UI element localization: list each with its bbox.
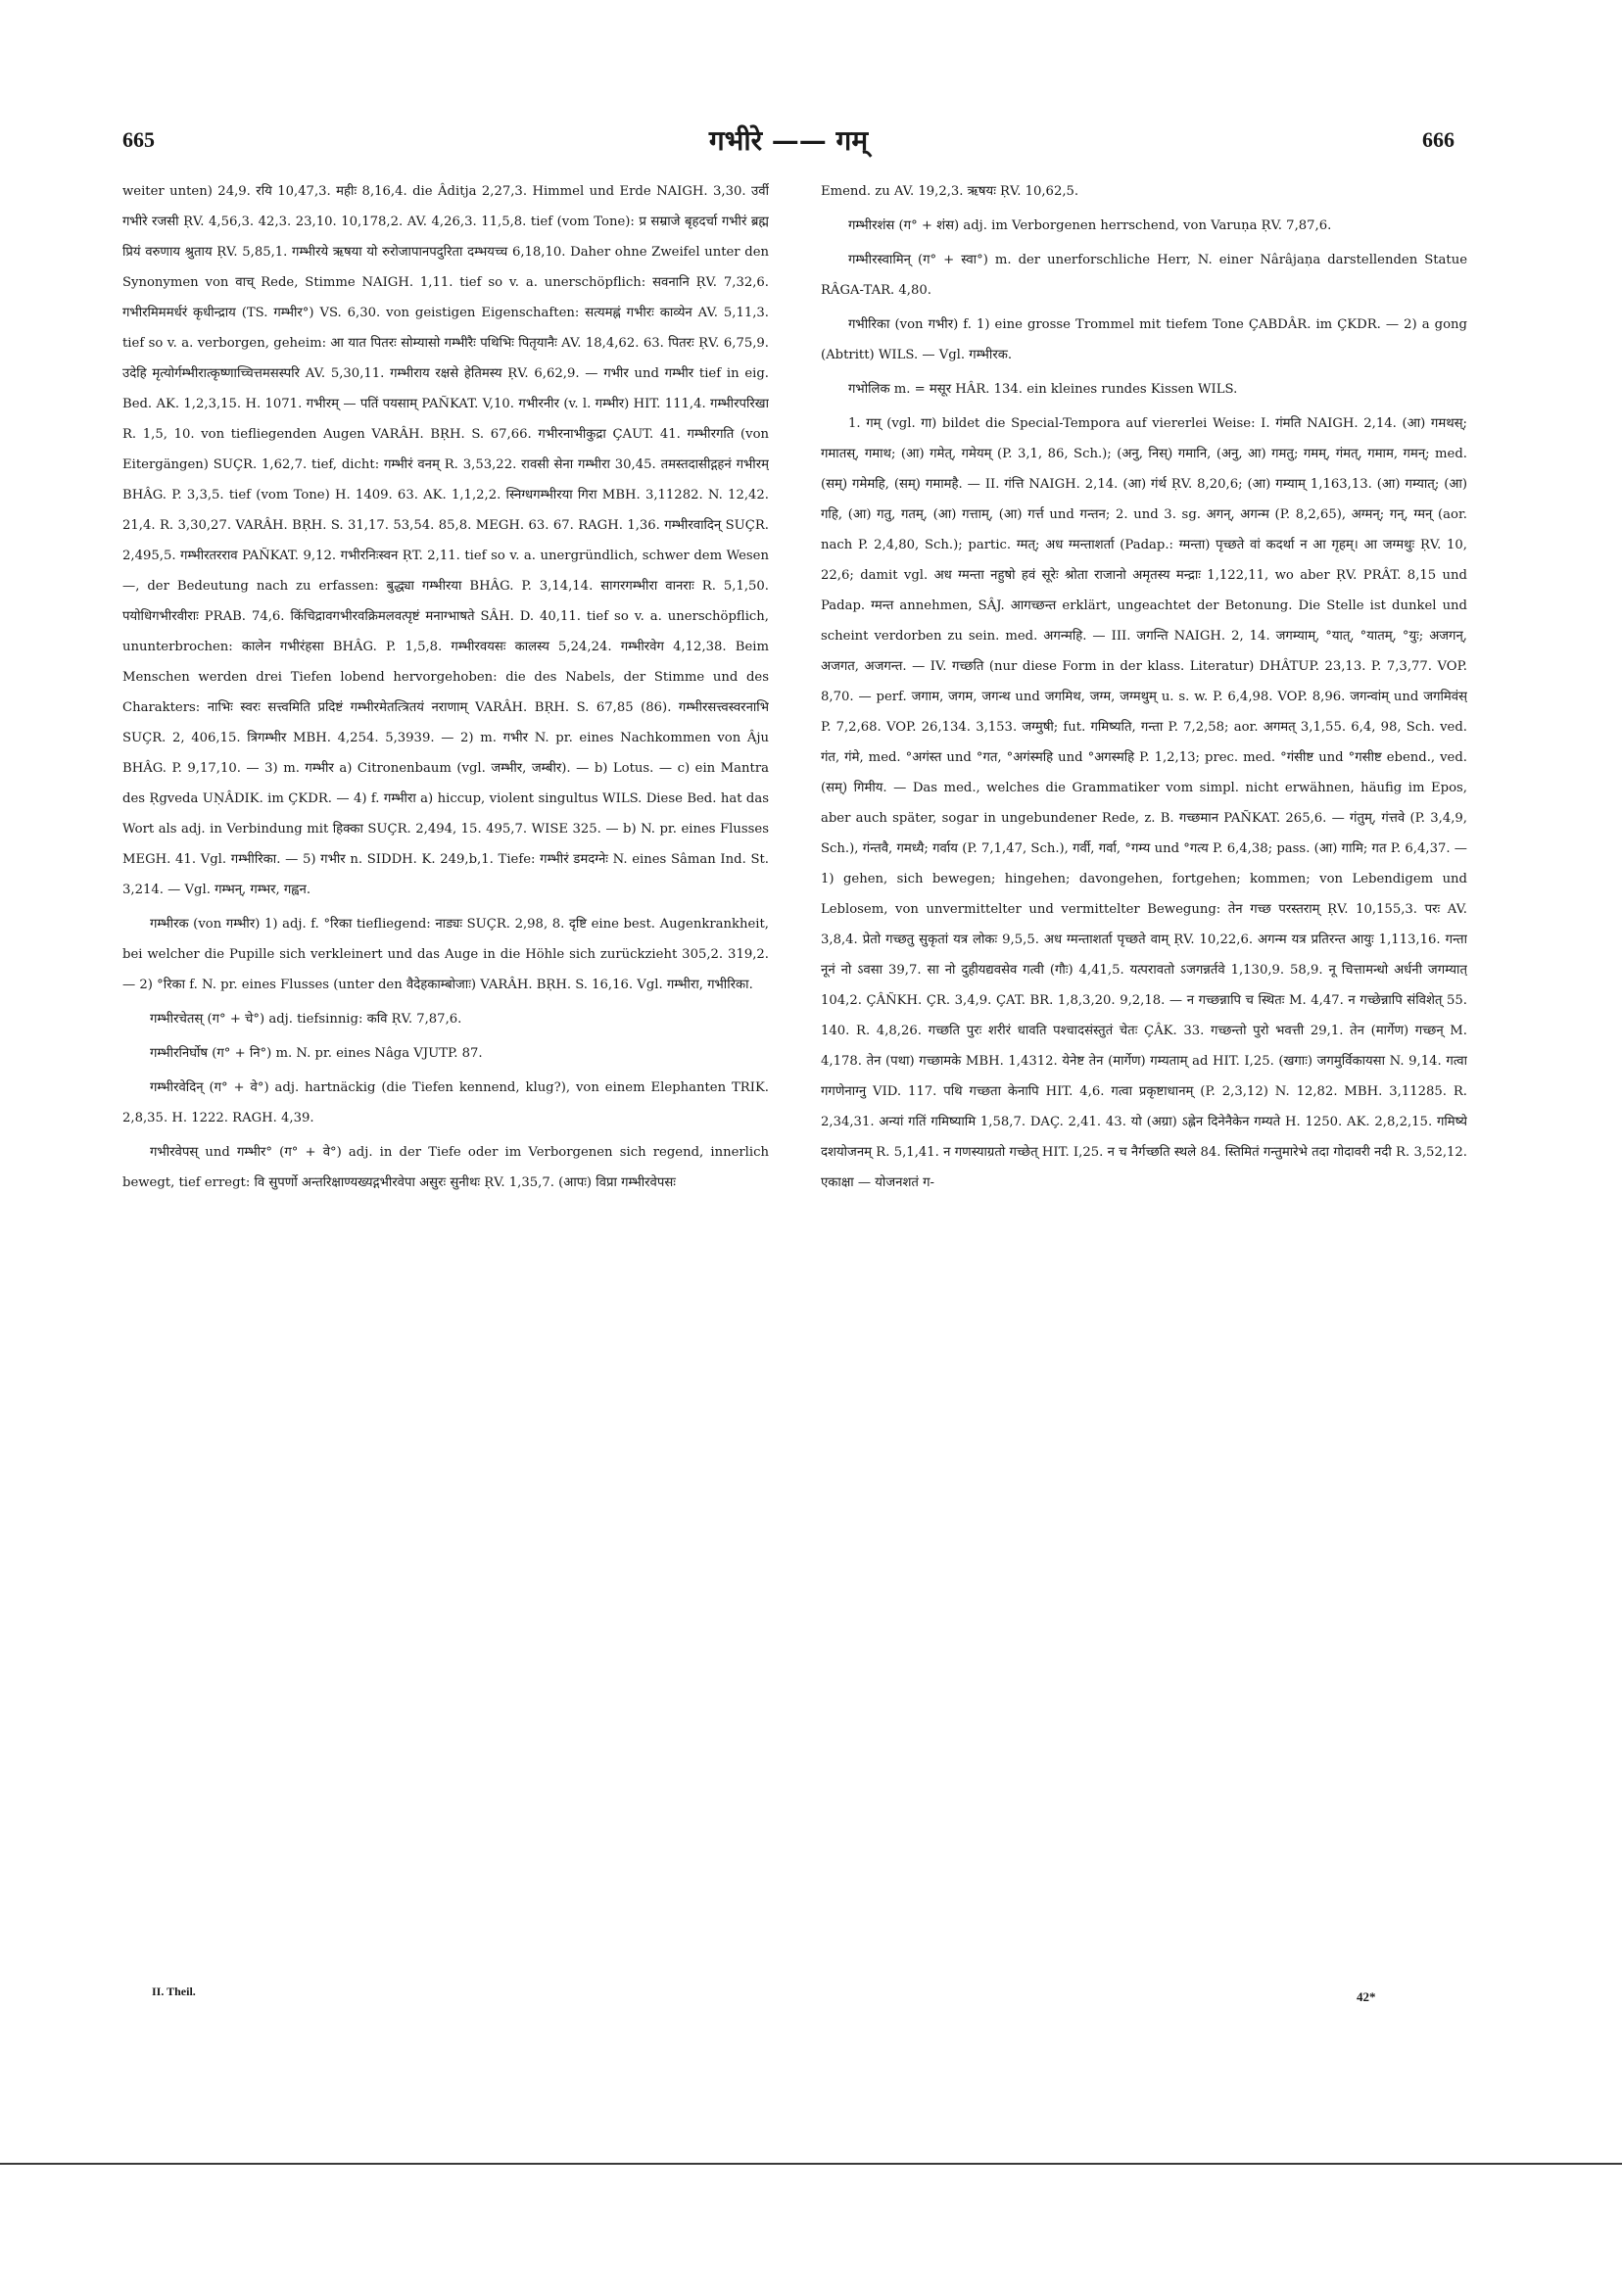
entry-gabhira-continued: weiter unten) 24,9. रयि 10,47,3. महीः 8,16,4. die Âditja 2,27,3. Himmel und Erde NAIGH. 3,30. उर्वी गभीरे रजसी ṚV. 4,56,3. 42,3. 23,10. 10,178,2. AV. 4,26,3. 11,5,8. tief (vom Tone): प्र सम्राजे बृहदर्चा गभीरं ब्रह्म प्रियं वरुणाय श्रुताय ṚV. 5,85,1. गम्भीरये ऋषया यो रुरोजापानपदुरिता दम्भयच्च 6,18,10. Daher ohne Zweifel unter den Synonymen von वाच् Rede, Stimme NAIGH. 1,11. tief so v. a. unerschöpflich: सवनानि ṚV. 7,32,6. गभीरमिममर्धरं कृधीन्द्राय (TS. गम्भीर°) VS. 6,30. von geistigen Eigenschaften: सत्यमह्नं गभीरः काव्येन AV. 5,11,3. tief so v. a. verborgen, geheim: आ यात पितरः सोम्यासो गम्भीरैः पथिभिः पितृयानैः AV. 18,4,62. 63. पितरः ṚV. 6,75,9. उदेहि मृत्योर्गम्भीरात्कृष्णाच्चित्तमसस्परि AV. 5,30,11. गम्भीराय रक्षसे हेतिमस्य ṚV. 6,62,9. — गभीर und गम्भीर tief in eig. Bed. AK. 1,2,3,15. H. 1071. गभीरम् — पतिं पयसाम् PAÑKAT. V,10. गभीरनीर (v. l. गम्भीर) HIT. 111,4. गम्भीरपरिखा R. 1,5, 10. von tiefliegenden Augen VARÂH. BṚH. S. 67,66. गभीरनाभीकुद्रा ÇAUT. 41. गम्भीरगति (von Eitergängen) SUÇR. 1,62,7. tief, dicht: गम्भीरं वनम् R. 3,53,22. रावसी सेना गम्भीरा 30,45. तमस्तदासीद्गहनं गभीरम् BHÂG. P. 3,3,5. tief (vom Tone) H. 1409. 63. AK. 1,1,2,2. स्निग्धगम्भीरया गिरा MBH. 3,11282. N. 12,42. 21,4. R. 3,30,27. VARÂH. BṚH. S. 31,17. 53,54. 85,8. MEGH. 63. 67. RAGH. 1,36. गम्भीरवादिन् SUÇR. 2,495,5. गम्भीरतरराव PAÑKAT. 9,12. गभीरनिःस्वन ṚT. 2,11. tief so v. a. unergründlich, schwer dem Wesen —, der Bedeutung nach zu erfassen: बुद्ध्या गम्भीरया BHÂG. P. 3,14,14. सागरगम्भीरा वानराः R. 5,1,50. पयोधिगभीरवीराः PRAB. 74,6. किंचिद्रावगभीरवक्रिमलवत्पृष्टं मनाग्भाषते SÂH. D. 40,11. tief so v. a. unerschöpflich, ununterbrochen: कालेन गभीरंहसा BHÂG. P. 1,5,8. गम्भीरवयसः कालस्य 5,24,24. गम्भीरवेग 4,12,38. Beim Menschen werden drei Tiefen lobend hervorgehoben: die des Nabels, der Stimme und des Charakters: नाभिः स्वरः सत्त्वमिति प्रदिष्टं गम्भीरमेतत्त्रितयं नराणाम् VARÂH. BṚH. S. 67,85 (86). गम्भीरसत्त्वस्वरनाभि SUÇR. 2, 406,15. त्रिगम्भीर MBH. 4,254. 5,3939. — 2) m. गभीर N. pr. eines Nachkommen von Âju BHÂG. P. 9,17,10. — 3) m. गम्भीर a) Citronenbaum (vgl. जम्भीर, जम्बीर). — b) Lotus. — c) ein Mantra des Ṛgveda UṆÂDIK. im ÇKDR. — 4) f. गम्भीरा a) hiccup, violent singultus WILS. Diese Bed. hat das Wort als adj. in Verbindung mit हिक्का SUÇR. 2,494, 15. 495,7. WISE 325. — b) N. pr. eines Flusses MEGH. 41. Vgl. गम्भीरिका. — 5) गभीर n. SIDDH. K. 249,b,1. Tiefe: गम्भीरं डमदग्नेः N. eines Sâman Ind. St. 3,214. — Vgl. गम्भन्, गम्भर, गह्वन.	[122, 184, 769, 897]
left-column	[122, 176, 769, 2037]
page-number-right: 666	[1422, 127, 1455, 152]
entry-gambhiravedin: गम्भीरवेदिन् (ग° + वे°) adj. hartnäckig (die Tiefen kennend, klug?), von einem Elephanten TRIK. 2,8,35. H. 1222. RAGH. 4,39.	[122, 1080, 769, 1125]
entry-gambhiracetas: गम्भीरचेतस् (ग° + चे°) adj. tiefsinnig: कवि ṚV. 7,87,6.	[150, 1012, 462, 1027]
entry-gam: 1. गम् (vgl. गा) bildet die Special-Tempora auf viererlei Weise: I. गंमति NAIGH. 2,14. (आ) गमथस्; गमातस्, गमाथ; (आ) गमेत्, गमेयम् (P. 3,1, 86, Sch.); (अनु, निस्) गमानि, (अनु, आ) गमतु; गमम्, गंमत्, गमाम, गमन्; med. (सम्) गमेमहि, (सम्) गमामहै. — II. गंत्ति NAIGH. 2,14. (आ) गंर्थ ṚV. 8,20,6; (आ) गम्याम् 1,163,13. (आ) गम्यात्; (आ) गहि, (आ) गतु, गतम्, (आ) गत्ताम्, (आ) गर्त्त und गन्तन; 2. und 3. sg. अगन्, अगन्म (P. 8,2,65), अग्मन्; गन्, ग्मन् (aor. nach P. 2,4,80, Sch.); partic. ग्मत्; अध ग्मन्ताशर्ता (Padap.: ग्मन्ता) पृच्छते वां कदर्था न आ गृहम्। आ जग्मथुः ṚV. 10, 22,6; damit vgl. अध ग्मन्ता नहुषो हवं सूरेः श्रोता राजानो अमृतस्य मन्द्राः 1,122,11, wo aber ṚV. PRÂT. 8,15 und Padap. ग्मन्त annehmen, SÂJ. आगच्छन्त erklärt, ungeachtet der Betonung. Die Stelle ist dunkel und scheint verdorben zu sein. med. अगन्महि. — III. जगन्ति NAIGH. 2, 14. जगम्याम्, °यात्, °यातम्, °युः; अजगन्, अजगत, अजगन्त. — IV. गच्छति (nur diese Form in der klass. Literatur) DHÂTUP. 23,13. P. 7,3,77. VOP. 8,70. — perf. जगाम, जगम, जगन्थ und जगमिथ, जग्म, जग्मथुम् u. s. w. P. 6,4,98. VOP. 8,96. जगन्वांम् und जगमिवंस् P. 7,2,68. VOP. 26,134. 3,153. जग्मुषी; fut. गमिष्यति, गन्ता P. 7,2,58; aor. अगमत् 3,1,55. 6,4, 98, Sch. ved. गंत, गंमे, med. °अगंस्त und °गत, °अगंस्महि und °अगस्महि P. 1,2,13; prec. med. °गंसीष्ट und °गसीष्ट ebend., ved. (सम्) गिमीय. — Das med., welches die Grammatiker vom simpl. nicht erwähnen, häufig im Epos, aber auch später, sogar in ungebundener Rede, z. B. गच्छमान PAÑKAT. 265,6. — गंतुम्, गंत्तवे (P. 3,4,9, Sch.), गंन्तवै, गमध्यै; गर्वाय (P. 7,1,47, Sch.), गर्वी, गर्वा, °गम्य und °गत्य P. 6,4,38; pass. (आ) गामि; गत P. 6,4,37. — 1) gehen, sich bewegen; hingehen; davongehen, fortgehen; kommen; von Lebendigem und Leblosem, von unvermittelter und vermittelter Bewegung: तेन गच्छ परस्तराम् ṚV. 10,155,3. परः AV. 3,8,4. प्रेतो गच्छतु सुकृतां यत्र लोकः 9,5,5. अध ग्मन्ताशर्ता पृच्छते वाम् ṚV. 10,22,6. अगन्म यत्र प्रतिरन्त आयुः 1,113,16. गन्ता नूनं नो ऽवसा 39,7. सा नो दुहीयद्यवसेव गत्वी (गौः) 4,41,5. यत्परावतो ऽजगन्नर्तवे 1,130,9. 58,9. नू चित्तामन्धो अर्धनी जगम्यात् 104,2. ÇÂÑKH. ÇR. 3,4,9. ÇAT. BR. 1,8,3,20. 9,2,18. — न गच्छन्नापि च स्थितः M. 4,47. न गच्छेन्नापि संविशेत् 55. 140. R. 4,8,26. गच्छति पुरः शरीरं धावति पश्चादसंस्तुतं चेतः ÇÂK. 33. गच्छन्तो पुरो भवत्ती 29,1. तेन (मार्गेण) गच्छन् M. 4,178. तेन (पथा) गच्छामके MBH. 1,4312. येनेष्ट तेन (मार्गेण) गम्यताम् ad HIT. I,25. (खगाः) जगमुर्विकायसा N. 9,14. गत्वा गगणेनाग्नु VID. 117. पथि गच्छता केनापि HIT. 4,6. गत्वा प्रकृष्टाधानम् (P. 2,3,12) N. 12,82. MBH. 3,11285. R. 2,34,31. अन्यां गतिं गमिष्यामि 1,58,7. DAÇ. 2,41. 43. यो (अग्रा) ऽह्लेन दिनेनैकेन गम्यते H. 1250. AK. 2,8,2,15. गमिष्ये दशयोजनम् R. 5,1,41. न गणस्याग्रतो गच्छेत् HIT. I,25. न च नैर्गच्छति स्थले 84. स्तिमितं गन्तुमारेभे तदा गोदावरी नदी R. 3,52,12. एकाक्षा — योजनशतं ग-	[821, 416, 1467, 1190]
entry-gabholika: गभोलिक m. = मसूर HÂR. 134. ein kleines rundes Kissen WILS.	[848, 382, 1238, 397]
signature-mark: 42*	[1357, 1989, 1376, 2004]
entry-gabhiravepas: गभीरवेपस् und गम्भीर° (ग° + वे°) adj. in der Tiefe oder im Verborgenen sich regend, innerlich bewegt, tief erregt: वि सुपर्णो अन्तरिक्षाण्यख्यद्गभीरवेपा असुरः सुनीथः ṚV. 1,35,7. (आपः) विप्रा गम्भीरवेपसः	[122, 1145, 769, 1190]
page-header	[122, 116, 1455, 155]
entry-gambhiraka: गम्भीरक (von गम्भीर) 1) adj. f. °रिका tiefliegend: नाड्यः SUÇR. 2,98, 8. दृष्टि eine best. Augenkrankheit, bei welcher die Pupille sich verkleinert und das Auge in die Höhle sich zurückzieht 305,2. 319,2. — 2) °रिका f. N. pr. eines Flusses (unter den वैदेहकाम्बोजाः) VARÂH. BṚH. S. 16,16. Vgl. गम्भीरा, गभीरिका.	[122, 917, 769, 992]
entry-gambhirashamsa: गम्भीरशंस (ग° + शंस) adj. im Verborgenen herrschend, von Varuṇa ṚV. 7,87,6.	[848, 218, 1332, 233]
part-label: II. Theil.	[152, 1985, 196, 1998]
bottom-rule	[0, 2163, 1622, 2165]
right-column	[821, 176, 1467, 2037]
page-number-left: 665	[122, 127, 155, 152]
entry-gabhirika: गभीरिका (von गभीर) f. 1) eine grosse Trommel mit tiefem Tone ÇABDÂR. im ÇKDR. — 2) a gong (Abtritt) WILS. — Vgl. गम्भीरक.	[821, 317, 1467, 362]
entry-gambhirasvamin: गम्भीरस्वामिन् (ग° + स्वा°) m. der unerforschliche Herr, N. einer Nârâjaṇa darstellenden Statue RÂGA-TAR. 4,80.	[821, 253, 1467, 298]
entry-emendation: Emend. zu AV. 19,2,3. ऋषयः ṚV. 10,62,5.	[821, 184, 1079, 199]
entry-gambhiranirghosha: गम्भीरनिर्घोष (ग° + नि°) m. N. pr. eines Nâga VJUTP. 87.	[150, 1046, 483, 1061]
running-head: गभीरे —— गम्	[708, 124, 869, 157]
